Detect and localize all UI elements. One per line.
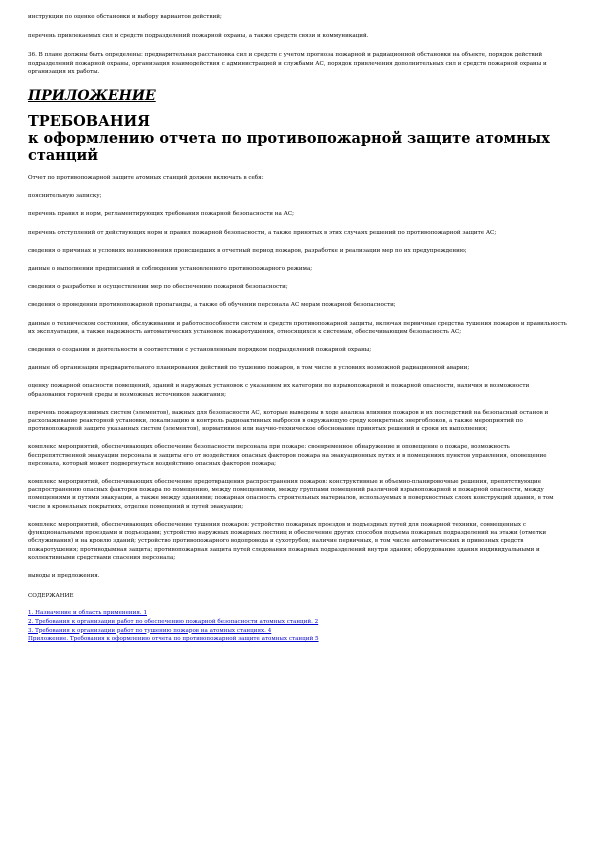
body-paragraph: перечень правил и норм, регламентирующих требования пожарной безопасности на АС; [28, 211, 295, 218]
intro-paragraph-3: 36. В плане должны быть определены: предварительная расстановка сил и средств с учетом прогноза пожарной и радиационной обстановки на объекте, порядок действий подразделений пожарной охраны, организация взаимодействия с администрацией и службами АС, порядок привлечения дополнительных сил и средств пожарной охраны и организация их работы. [28, 52, 547, 75]
body-paragraph: сведения о создании и деятельности в соответствии с установленным порядком подразделений пожарной охраны; [28, 347, 372, 354]
toc-link-3[interactable]: 3. Требования к организации работ по тушению пожаров на атомных станциях. 4 [28, 627, 272, 634]
title-line-2: к оформлению отчета по противопожарной защите атомных станций [28, 130, 550, 165]
body-paragraph: комплекс мероприятий, обеспечивающих обеспечение тушения пожаров: устройство пожарных проездов и подъездных путей для пожарной техники, совмещенных с функциональными проездами и подъездами; устройство наружных пожарных лестниц и обеспечение других способов подъема пожарных подразделений на этажи (отметки обслуживания) и на кровлю зданий; устройство противопожарного водопровода и сухотрубов; наличие первичных, в том числе автоматических и привозных средств пожаротушения; противодымная защита; противопожарная защита путей следования пожарных подразделений внутри здания; оборудование здания индивидуальными и коллективными средствами спасения персонала; [28, 521, 547, 561]
body-paragraph: выводы и предложения. [28, 572, 100, 579]
document-title [28, 113, 568, 164]
body-paragraph: пояснительную записку; [28, 193, 102, 200]
body-paragraph: комплекс мероприятий, обеспечивающих обеспечение безопасности персонала при пожаре: своевременное обнаружение и оповещение о пожаре, возможность беспрепятственной эвакуации персонала и защиты его от воздействия опасных факторов пожара на эвакуационных путях и в помещениях пунктов управления, оповещение персонала, который может подвергнуться воздействию опасных факторов пожара; [28, 444, 547, 467]
body-paragraph: сведения о проведении противопожарной пропаганды, а также об обучении персонала АС мерам пожарной безопасности; [28, 302, 396, 309]
body-paragraph: перечень отступлений от действующих норм и правил пожарной безопасности, а также принятых в этих случаях решений по противопожарной защите АС; [28, 229, 497, 236]
toc-link-2[interactable]: 2. Требования к организации работ по обеспечению пожарной безопасности атомных станций. 2 [28, 618, 319, 625]
body-paragraph: комплекс мероприятий, обеспечивающих обеспечение предотвращения распространения пожаров: конструктивные и объемно-планировочные решения, препятствующие распространению опасных факторов пожара по помещению, между помещениями, между группами помещений различной взрывопожарной и пожарной опасности, между помещениями и путями эвакуации, а также между зданиями; пожарная опасность строительных материалов, используемых в поверхностных слоях конструкций здания, в том числе в кровельных покрытиях, отделке помещений и путей эвакуации; [28, 479, 554, 510]
title-line-1: ТРЕБОВАНИЯ [28, 113, 151, 131]
intro-paragraph-1: инструкции по оценке обстановки и выбору вариантов действий; [28, 14, 222, 20]
body-paragraph: перечень пожароуязвимых систем (элементов), важных для безопасности АС, которые выведены в ходе анализа влияния пожаров и их последствий на безопасный останов и расхолаживание реакторной установки, локализацию и контроль радиоактивных выбросов в окружающую среду конкретных энергоблоков, а также мероприятий по противопожарной защите указанных систем (элементов), нормативное или научно-техническое обоснование принятых решений и сроки их выполнения; [28, 409, 549, 433]
intro-paragraph-2: перечень привлекаемых сил и средств подразделений пожарной охраны, а также средств связи и коммуникаций. [28, 33, 369, 40]
body-paragraph: сведения о причинах и условиях возникновения происшедших в отчетный период пожаров, разработке и реализации мер по их предупреждению; [28, 247, 467, 254]
body-paragraph: Отчет по противопожарной защите атомных станций должен включать в себя: [28, 175, 264, 182]
body-paragraph: данные об организации предварительного планирования действий по тушению пожаров, в том числе в условиях возможной радиационной аварии; [28, 365, 470, 372]
table-of-contents [28, 609, 568, 643]
body-paragraph: данные о выполнении предписаний и соблюдении установленного противопожарного режима; [28, 266, 313, 273]
toc-heading: СОДЕРЖАНИЕ [28, 593, 74, 600]
appendix-heading: ПРИЛОЖЕНИЕ [28, 88, 156, 105]
body-paragraph: сведения о разработке и осуществлении мер по обеспечению пожарной безопасности; [28, 284, 288, 291]
body-paragraph: данные о техническом состоянии, обслуживании и работоспособности систем и средств противопожарной защиты, включая первичные средства тушения пожаров и правильность их эксплуатации, а также надежность автоматических установок пожаротушения, относящихся к системам, обеспечивающим безопасность АС; [28, 320, 567, 335]
report-requirements-list [28, 174, 568, 580]
body-paragraph: оценку пожарной опасности помещений, зданий и наружных установок с указанием их категории по взрывопожарной и пожарной опасности, наличия и возможности образования горючей среды и возможных источников зажигания; [28, 383, 530, 398]
toc-link-1[interactable]: 1. Назначение и область применения. 1 [28, 610, 148, 617]
toc-link-appendix[interactable]: Приложение. Требования к оформлению отчета по противопожарной защите атомных станций 5 [28, 636, 319, 643]
document-page [28, 13, 568, 644]
